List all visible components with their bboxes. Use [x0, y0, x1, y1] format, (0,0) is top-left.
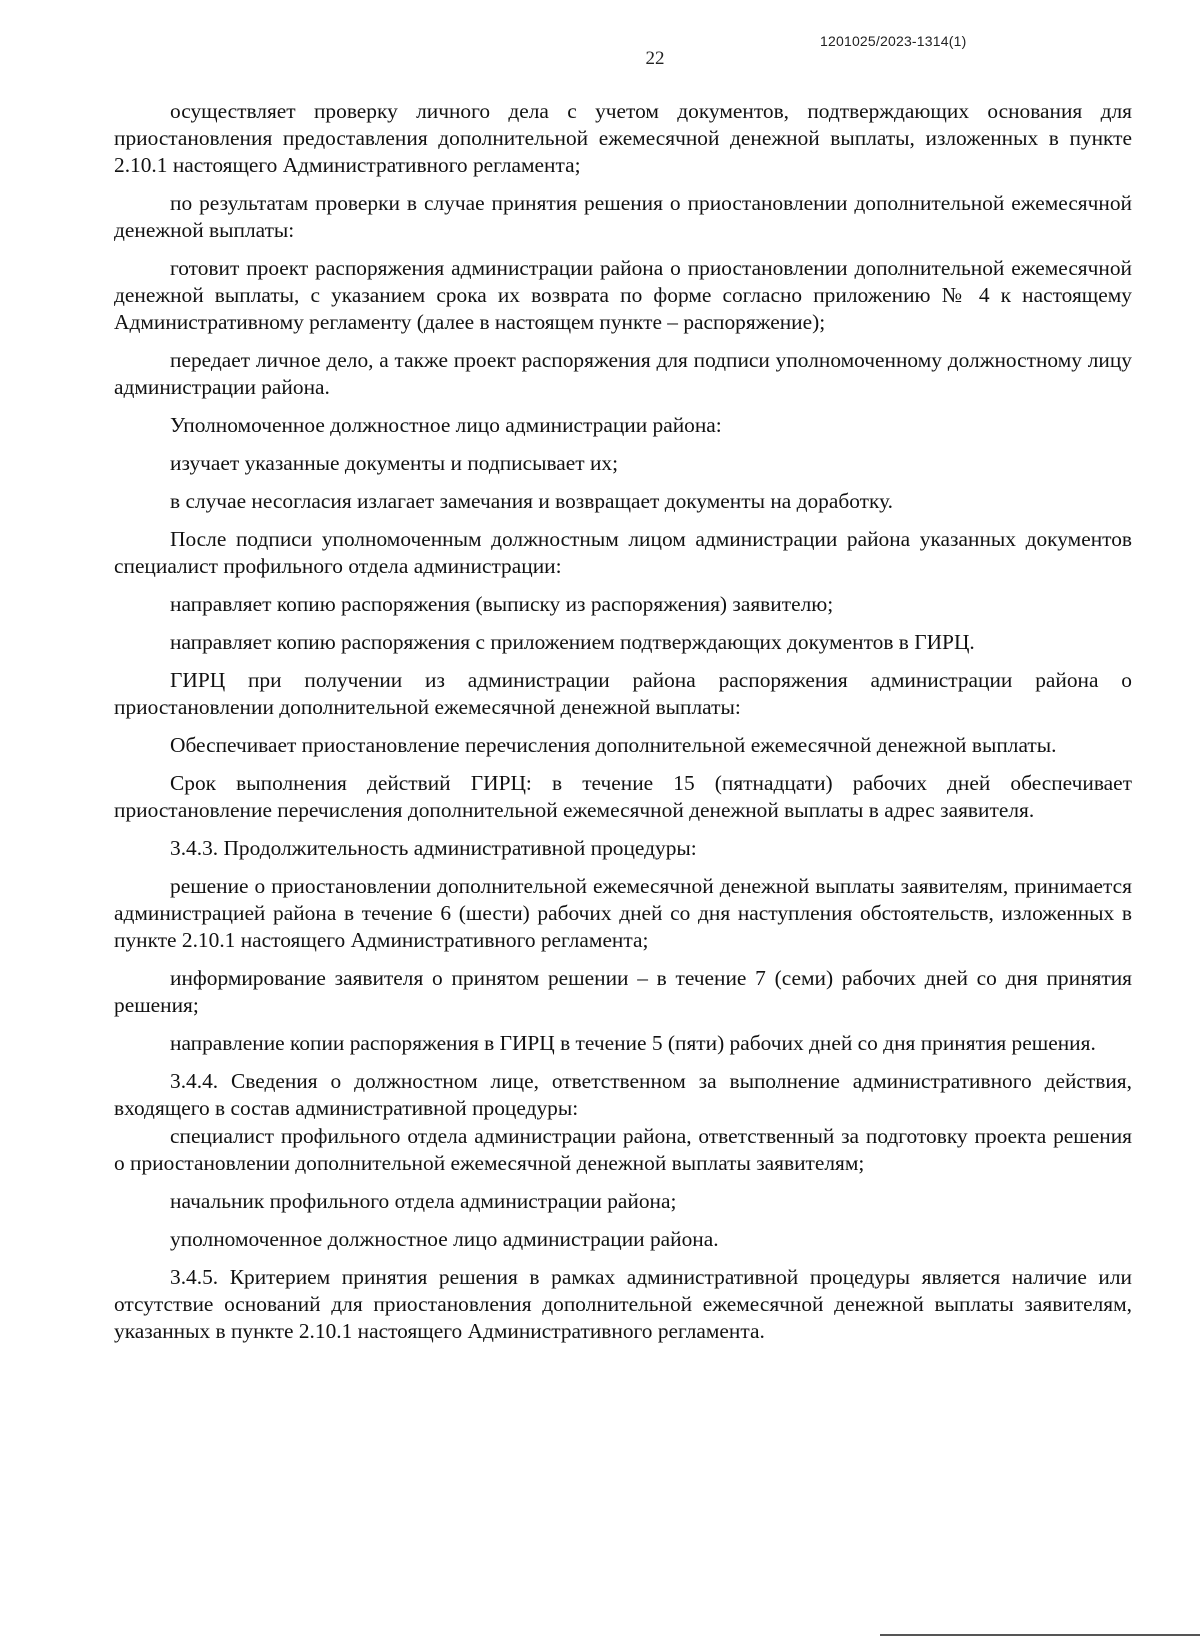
paragraph: Обеспечивает приостановление перечисления дополнительной ежемесячной денежной выплаты.: [170, 733, 1057, 757]
document-body: [114, 98, 1132, 1356]
paragraph: начальник профильного отдела администрации района;: [170, 1189, 677, 1213]
paragraph: уполномоченное должностное лицо администрации района.: [170, 1227, 719, 1251]
section-heading: 3.4.3. Продолжительность административной процедуры:: [170, 836, 697, 860]
paragraph: направление копии распоряжения в ГИРЦ в течение 5 (пяти) рабочих дней со дня принятия решения.: [170, 1031, 1096, 1055]
paragraph: направляет копию распоряжения с приложением подтверждающих документов в ГИРЦ.: [170, 630, 975, 654]
paragraph: осуществляет проверку личного дела с учетом документов, подтверждающих основания для приостановления предоставления дополнительной ежемесячной денежной выплаты, изложенных в пункте 2.10.1 настоящего Административного регламента;: [114, 99, 1132, 177]
paragraph: Уполномоченное должностное лицо администрации района:: [170, 413, 722, 437]
paragraph: изучает указанные документы и подписывает их;: [170, 451, 619, 475]
page-number: 22: [645, 48, 665, 69]
paragraph: готовит проект распоряжения администрации района о приостановлении дополнительной ежемесячной денежной выплаты, с указанием срока их возврата по форме согласно приложению № 4 к настоящему Административному регламенту (далее в настоящем пункте – распоряжение);: [114, 256, 1132, 334]
paragraph: 3.4.5. Критерием принятия решения в рамках административной процедуры является наличие или отсутствие оснований для приостановления дополнительной ежемесячной денежной выплаты заявителям, указанных в пункте 2.10.1 настоящего Административного регламента.: [114, 1265, 1132, 1343]
paragraph: в случае несогласия излагает замечания и возвращает документы на доработку.: [170, 489, 894, 513]
paragraph: передает личное дело, а также проект распоряжения для подписи уполномоченному должностному лицу администрации района.: [114, 348, 1132, 399]
paragraph: информирование заявителя о принятом решении – в течение 7 (семи) рабочих дней со дня принятия решения;: [114, 966, 1132, 1017]
page-bottom-rule: [880, 1634, 1200, 1636]
section-heading: 3.4.4. Сведения о должностном лице, ответственном за выполнение административного действия, входящего в состав административной процедуры:: [114, 1069, 1132, 1120]
document-number: 1201025/2023-1314(1): [820, 33, 967, 49]
paragraph: по результатам проверки в случае принятия решения о приостановлении дополнительной ежемесячной денежной выплаты:: [114, 191, 1132, 242]
paragraph: ГИРЦ при получении из администрации района распоряжения администрации района о приостановлении дополнительной ежемесячной денежной выплаты:: [114, 668, 1132, 719]
paragraph: Срок выполнения действий ГИРЦ: в течение 15 (пятнадцати) рабочих дней обеспечивает приостановление перечисления дополнительной ежемесячной денежной выплаты в адрес заявителя.: [114, 771, 1132, 822]
paragraph: специалист профильного отдела администрации района, ответственный за подготовку проекта решения о приостановлении дополнительной ежемесячной денежной выплаты заявителям;: [114, 1124, 1132, 1175]
paragraph: решение о приостановлении дополнительной ежемесячной денежной выплаты заявителям, принимается администрацией района в течение 6 (шести) рабочих дней со дня наступления обстоятельств, изложенных в пункте 2.10.1 настоящего Административного регламента;: [114, 874, 1132, 952]
paragraph: После подписи уполномоченным должностным лицом администрации района указанных документов специалист профильного отдела администрации:: [114, 527, 1132, 578]
paragraph: направляет копию распоряжения (выписку из распоряжения) заявителю;: [170, 592, 834, 616]
